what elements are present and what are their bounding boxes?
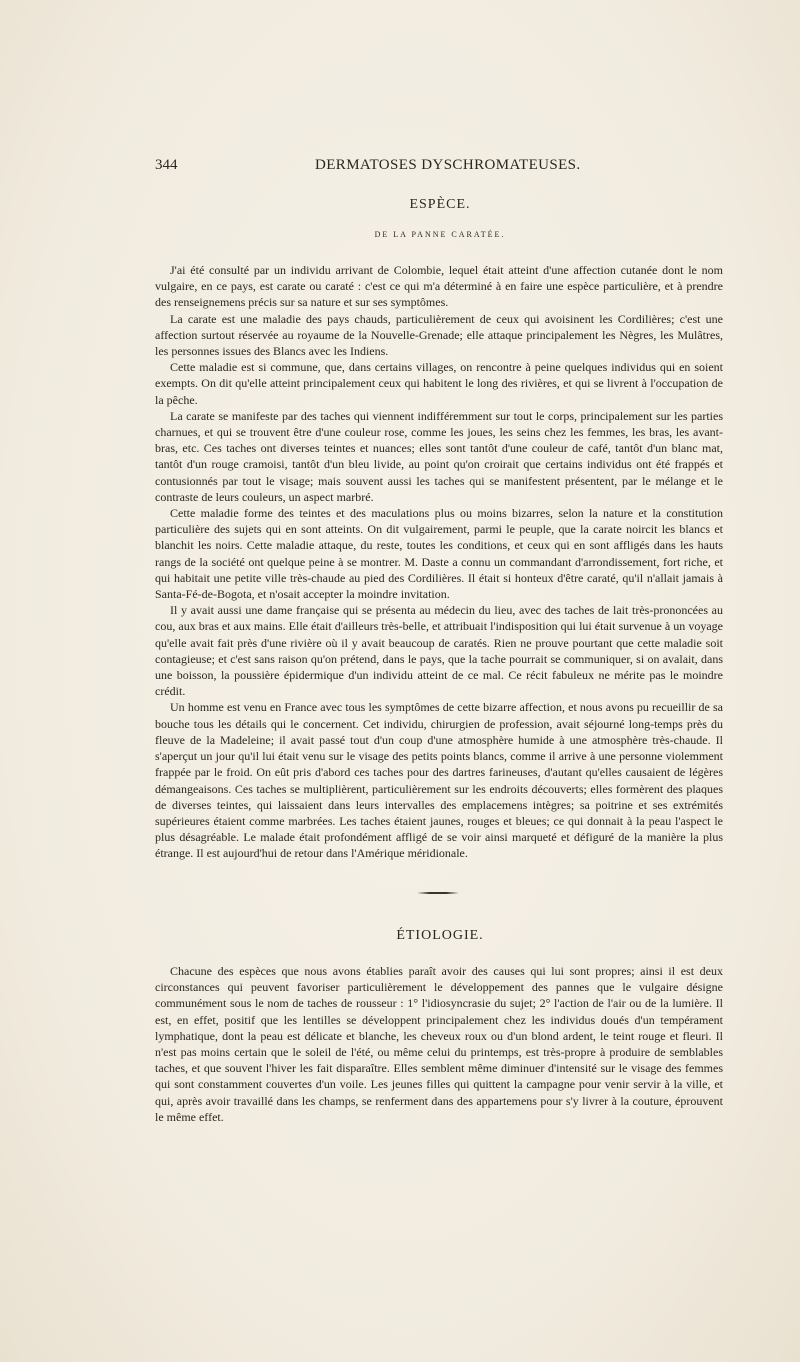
species-subheading: DE LA PANNE CARATÉE. — [374, 230, 506, 239]
running-head: DERMATOSES DYSCHROMATEUSES. — [315, 157, 581, 173]
paragraph: Un homme est venu en France avec tous les symptômes de cette bizarre affection, et nous avons pu recueillir de sa bouche tous les détails qui le concernent. Cet individu, chirurgien de profession, avait séjourné long-temps près du fleuve de la Madeleine; il avait passé tout d'un coup d'une atmosphère humide à une atmosphère très-chaude. Il s'aperçut un jour qu'il lui était venu sur le visage des petits points blancs, comme il arrive à une personne violemment frappée par le froid. On eût pris d'abord ces taches pour des dartres farineuses, d'autant qu'elles causaient de légères démangeaisons. Ces taches se multiplièrent, particulièrement sur les endroits découverts; elles formèrent des plaques de diverses teintes, qui laissaient dans leurs intervalles des emplacemens intègres; sa poitrine et ses extrémités supérieures étaient comme marbrées. Les taches étaient jaunes, rouges et bleues; ce qui donnait à la peau l'aspect le plus désagréable. Le malade était profondément affligé de se voir ainsi marqueté et défiguré de la manière la plus étrange. Il est aujourd'hui de retour dans l'Amérique méridionale. — [155, 700, 723, 861]
species-body — [155, 262, 723, 862]
page-number: 344 — [155, 157, 178, 173]
paragraph: Chacune des espèces que nous avons établies paraît avoir des causes qui lui sont propres; ainsi il est deux circonstances qui peuvent favoriser particulièrement le développement des pannes que le vulgaire désigne communément sous le nom de taches de rousseur : 1° l'idiosyncrasie du sujet; 2° l'action de l'air ou de la lumière. Il est, en effet, positif que les lentilles se développent principalement chez les individus doués d'un tempérament lymphatique, dont la peau est délicate et blanche, les cheveux roux ou d'un blond ardent, le teint rouge et fleuri. Il n'est pas moins certain que le soleil de l'été, ou même celui du printemps, est très-propre à produire de semblables taches, et que souvent l'hiver les fait disparaître. Elles semblent même diminuer d'intensité sur le visage des femmes qui sont constamment couvertes d'un voile. Les jeunes filles qui quittent la campagne pour venir servir à la ville, et qui, après avoir travaillé dans les champs, se renferment dans des appartemens pour s'y livrer à la couture, éprouvent le même effet. — [155, 964, 723, 1124]
etiologie-body — [155, 963, 723, 1125]
page-header — [155, 157, 645, 177]
species-heading: ESPÈCE. — [409, 197, 471, 212]
paragraph: Il y avait aussi une dame française qui se présenta au médecin du lieu, avec des taches de lait très-prononcées au cou, aux bras et aux mains. Elle était d'ailleurs très-belle, et attribuait l'indisposition qui lui était survenue à un voyage qu'elle avait fait près d'une rivière où il y avait beaucoup de caratés. Rien ne prouve pourtant que cette maladie soit contagieuse; et c'est sans raison qu'on prétend, dans le pays, que la tache pourrait se communiquer, si on avalait, dans une boisson, la poussière épidermique d'un individu atteint de ce mal. Ce récit fabuleux ne mérite pas le moindre crédit. — [155, 603, 723, 699]
paragraph: Cette maladie est si commune, que, dans certains villages, on rencontre à peine quelques individus qui en soient exempts. On dit qu'elle atteint principalement ceux qui habitent le long des rivières, et qui se livrent à l'occupation de la pêche. — [155, 360, 723, 407]
paragraph: La carate se manifeste par des taches qui viennent indifféremment sur tout le corps, principalement sur les parties charnues, et qui se trouvent être d'une couleur rose, comme les joues, les seins chez les femmes, les bras, les avant-bras, etc. Ces taches ont diverses teintes et nuances; elles sont tantôt d'une couleur de café, tantôt d'un blanc mat, tantôt d'un rouge cramoisi, tantôt d'un bleu livide, au point qu'on croirait que certains individus ont été frappés et contusionnés par tout le visage; mais souvent aussi les taches qui se manifestent présentent, par le mélange et le contraste de leurs couleurs, un aspect marbré. — [155, 408, 723, 504]
paragraph: Cette maladie forme des teintes et des maculations plus ou moins bizarres, selon la nature et la constitution particulière des sujets qui en sont atteints. On dit vulgairement, parmi le peuple, que la carate noircit les blancs et blanchit les noirs. Cette maladie attaque, du reste, toutes les conditions, et ceux qui en sont affligés dans les hauts rangs de la société ont quelque peine à se montrer. M. Daste a connu un commandant d'arrondissement, fort riche, et qui habitait une petite ville très-chaude au pied des Cordilières. Il était si honteux d'être caraté, qu'il n'allait jamais à Santa-Fé-de-Bogota, et n'osait accepter la moindre invitation. — [155, 506, 723, 602]
section-divider — [417, 892, 459, 894]
paragraph: J'ai été consulté par un individu arrivant de Colombie, lequel était atteint d'une affection cutanée dont le nom vulgaire, en ce pays, est carate ou caraté : c'est ce qui m'a déterminé à en faire une espèce particulière, et à prendre des renseignemens précis sur sa nature et sur ses symptômes. — [155, 263, 723, 310]
etiologie-heading: ÉTIOLOGIE. — [396, 928, 484, 943]
paragraph: La carate est une maladie des pays chauds, particulièrement de ceux qui avoisinent les Cordilières; c'est une affection surtout réservée au royaume de la Nouvelle-Grenade; elle attaque principalement les Nègres, les Mulâtres, les personnes issues des Blancs avec les Indiens. — [155, 311, 723, 359]
